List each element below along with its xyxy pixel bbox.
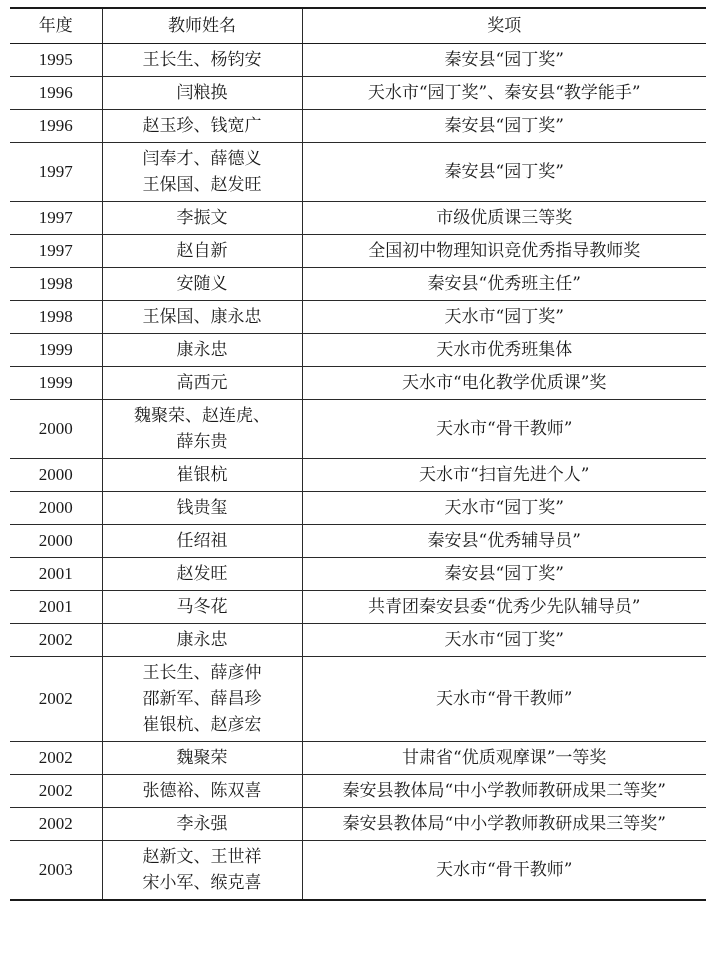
- cell-year: 2001: [10, 558, 102, 591]
- table-row: [10, 841, 706, 901]
- cell-teacher-names: [102, 235, 302, 268]
- cell-award: 秦安县“优秀辅导员”: [302, 525, 706, 558]
- cell-year: 1999: [10, 367, 102, 400]
- cell-teacher-names: [102, 841, 302, 901]
- cell-year: 1998: [10, 268, 102, 301]
- cell-year: 1996: [10, 77, 102, 110]
- teacher-name-line: 闫粮换: [176, 83, 228, 103]
- cell-teacher-names: [102, 268, 302, 301]
- teacher-name-line: 马冬花: [176, 597, 228, 617]
- cell-teacher-names: [102, 44, 302, 77]
- cell-year: 1999: [10, 334, 102, 367]
- cell-year: 2002: [10, 742, 102, 775]
- teacher-name-line: 王长生、杨钧安: [142, 50, 262, 70]
- cell-teacher-names: [102, 143, 302, 202]
- teacher-name-line: 任绍祖: [176, 531, 228, 551]
- cell-award: 秦安县“园丁奖”: [302, 558, 706, 591]
- cell-teacher-names: [102, 624, 302, 657]
- cell-teacher-names: [102, 742, 302, 775]
- cell-year: 2000: [10, 525, 102, 558]
- table-row: [10, 525, 706, 558]
- teacher-name-line: 魏聚荣: [176, 748, 228, 768]
- cell-teacher-names: [102, 775, 302, 808]
- cell-teacher-names: [102, 808, 302, 841]
- cell-year: 2001: [10, 591, 102, 624]
- cell-award: 秦安县教体局“中小学教师教研成果三等奖”: [302, 808, 706, 841]
- teacher-name-line: 邵新军、薛昌珍: [142, 689, 262, 709]
- cell-teacher-names: [102, 591, 302, 624]
- cell-year: 2000: [10, 400, 102, 459]
- cell-award: 共青团秦安县委“优秀少先队辅导员”: [302, 591, 706, 624]
- awards-table-container: [10, 7, 706, 901]
- cell-teacher-names: [102, 400, 302, 459]
- table-row: [10, 367, 706, 400]
- cell-award: 天水市“骨干教师”: [302, 657, 706, 742]
- teacher-name-line: 薛东贵: [176, 432, 228, 452]
- teacher-name-line: 魏聚荣、赵连虎、: [134, 406, 270, 426]
- table-row: [10, 334, 706, 367]
- teacher-name-line: 赵发旺: [176, 564, 228, 584]
- cell-teacher-names: [102, 301, 302, 334]
- cell-award: 秦安县“优秀班主任”: [302, 268, 706, 301]
- header-row: [10, 8, 706, 44]
- teacher-name-line: 崔银杭: [176, 465, 228, 485]
- teacher-name-line: 闫奉才、薛德义: [142, 149, 262, 169]
- cell-award: 天水市“园丁奖”: [302, 301, 706, 334]
- cell-award: 天水市“骨干教师”: [302, 841, 706, 901]
- cell-teacher-names: [102, 492, 302, 525]
- cell-year: 1997: [10, 143, 102, 202]
- teacher-name-line: 王保国、康永忠: [142, 307, 262, 327]
- table-row: [10, 775, 706, 808]
- teacher-name-line: 张德裕、陈双喜: [142, 781, 262, 801]
- teacher-name-line: 王保国、赵发旺: [142, 175, 262, 195]
- table-row: [10, 558, 706, 591]
- table-row: [10, 657, 706, 742]
- teacher-name-line: 安随义: [176, 274, 228, 294]
- cell-teacher-names: [102, 525, 302, 558]
- teacher-name-line: 赵自新: [176, 241, 228, 261]
- teacher-name-line: 李振文: [176, 208, 228, 228]
- cell-award: 秦安县“园丁奖”: [302, 143, 706, 202]
- cell-award: 全国初中物理知识竞优秀指导教师奖: [302, 235, 706, 268]
- teacher-name-line: 钱贵玺: [176, 498, 228, 518]
- teacher-name-line: 康永忠: [176, 340, 228, 360]
- cell-year: 1997: [10, 202, 102, 235]
- cell-teacher-names: [102, 77, 302, 110]
- table-header: [10, 8, 706, 44]
- header-year: 年度: [10, 8, 102, 44]
- cell-teacher-names: [102, 202, 302, 235]
- table-row: [10, 44, 706, 77]
- teacher-name-line: 李永强: [176, 814, 228, 834]
- cell-award: 甘肃省“优质观摩课”一等奖: [302, 742, 706, 775]
- cell-award: 天水市“电化教学优质课”奖: [302, 367, 706, 400]
- table-row: [10, 235, 706, 268]
- cell-year: 2000: [10, 492, 102, 525]
- cell-award: 天水市“骨干教师”: [302, 400, 706, 459]
- header-award: 奖项: [302, 8, 706, 44]
- table-row: [10, 77, 706, 110]
- table-row: [10, 143, 706, 202]
- cell-year: 1996: [10, 110, 102, 143]
- cell-award: 天水市“园丁奖”: [302, 492, 706, 525]
- cell-teacher-names: [102, 657, 302, 742]
- cell-year: 2003: [10, 841, 102, 901]
- cell-year: 1998: [10, 301, 102, 334]
- teacher-name-line: 王长生、薛彦仲: [142, 663, 262, 683]
- table-row: [10, 202, 706, 235]
- table-row: [10, 591, 706, 624]
- cell-award: 天水市“园丁奖”、秦安县“教学能手”: [302, 77, 706, 110]
- header-teacher-name: 教师姓名: [102, 8, 302, 44]
- teacher-name-line: 康永忠: [176, 630, 228, 650]
- table-row: [10, 808, 706, 841]
- cell-year: 2002: [10, 808, 102, 841]
- cell-award: 市级优质课三等奖: [302, 202, 706, 235]
- cell-year: 2002: [10, 775, 102, 808]
- table-body: [10, 44, 706, 901]
- table-row: [10, 742, 706, 775]
- cell-year: 1997: [10, 235, 102, 268]
- cell-teacher-names: [102, 367, 302, 400]
- table-row: [10, 459, 706, 492]
- teacher-name-line: 宋小军、缑克喜: [142, 873, 262, 893]
- teacher-name-line: 崔银杭、赵彦宏: [142, 715, 262, 735]
- teacher-awards-table: [10, 7, 706, 901]
- cell-award: 秦安县“园丁奖”: [302, 110, 706, 143]
- cell-teacher-names: [102, 459, 302, 492]
- table-row: [10, 624, 706, 657]
- cell-award: 天水市“园丁奖”: [302, 624, 706, 657]
- cell-award: 天水市“扫盲先进个人”: [302, 459, 706, 492]
- cell-year: 2002: [10, 657, 102, 742]
- cell-year: 2002: [10, 624, 102, 657]
- teacher-name-line: 赵玉珍、钱宽广: [142, 116, 262, 136]
- cell-year: 1995: [10, 44, 102, 77]
- table-row: [10, 110, 706, 143]
- cell-award: 天水市优秀班集体: [302, 334, 706, 367]
- cell-award: 秦安县“园丁奖”: [302, 44, 706, 77]
- cell-award: 秦安县教体局“中小学教师教研成果二等奖”: [302, 775, 706, 808]
- teacher-name-line: 高西元: [176, 373, 228, 393]
- cell-teacher-names: [102, 558, 302, 591]
- cell-teacher-names: [102, 334, 302, 367]
- cell-year: 2000: [10, 459, 102, 492]
- table-row: [10, 492, 706, 525]
- cell-teacher-names: [102, 110, 302, 143]
- table-row: [10, 400, 706, 459]
- table-row: [10, 268, 706, 301]
- teacher-name-line: 赵新文、王世祥: [142, 847, 262, 867]
- table-row: [10, 301, 706, 334]
